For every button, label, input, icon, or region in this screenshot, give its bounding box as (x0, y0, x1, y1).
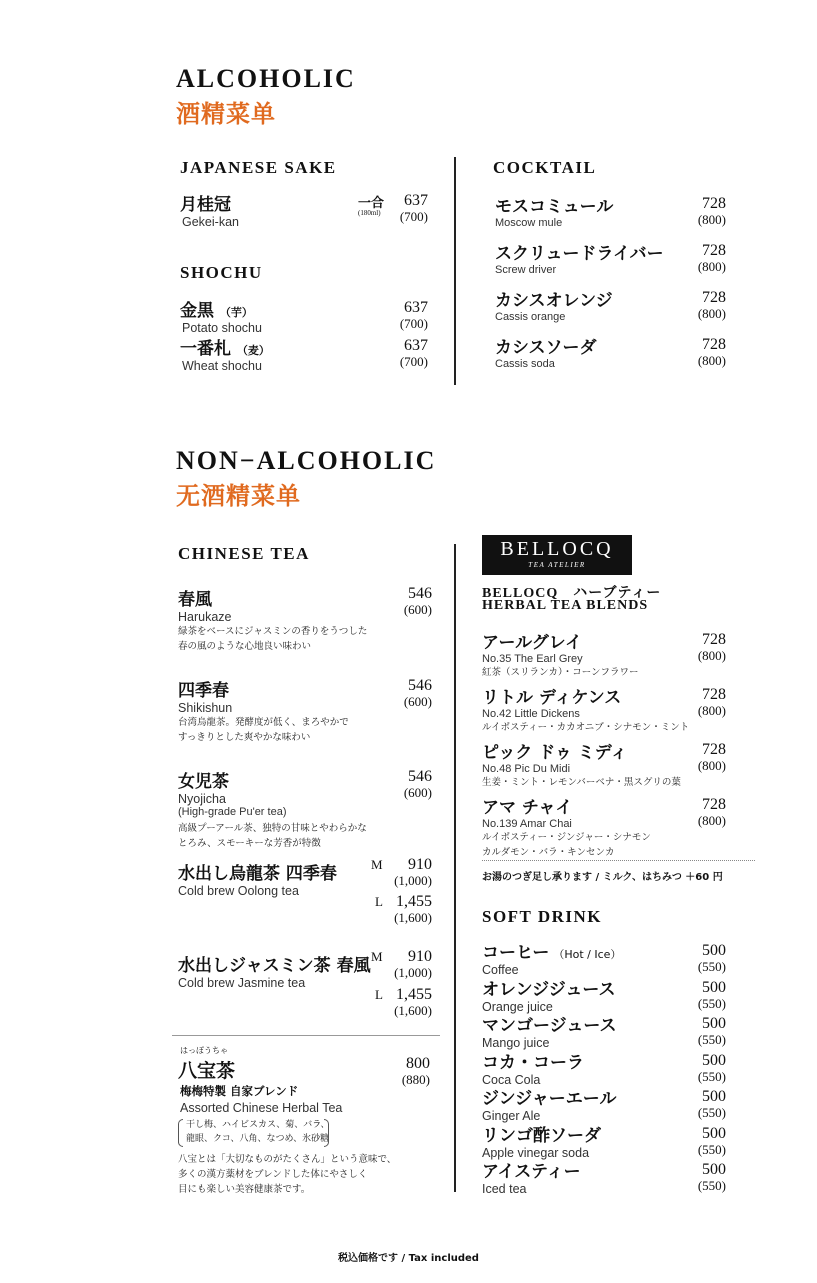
item-name-en: Ginger Ale (482, 1109, 541, 1123)
item-name-jp: オレンジジュース (482, 979, 616, 1000)
item-price (698, 686, 726, 718)
item-name-jp: コカ・コーラ (482, 1052, 584, 1073)
menu-item (482, 1048, 584, 1087)
price-tax: (550) (697, 1141, 726, 1157)
ingredients-line: 龍眼、クコ、八角、なつめ、氷砂糖 (186, 1134, 330, 1144)
column-divider (454, 544, 456, 1192)
item-name-en: No.42 Little Dickens (482, 708, 580, 720)
price-value: 637 (404, 192, 428, 209)
item-tag: （芋） (219, 306, 253, 319)
price-value: 728 (702, 686, 726, 703)
desc-line: 八宝とは「大切なものがたくさん」という意味で、 (178, 1154, 397, 1165)
menu-item (495, 192, 613, 229)
item-name-jp: スクリュードライバー (495, 244, 664, 264)
item-price (698, 195, 726, 227)
section-divider (172, 1035, 440, 1036)
price-value: 728 (702, 336, 726, 353)
item-desc: とろみ、スモーキーな芳香が特徴 (178, 838, 321, 849)
item-name-jp: 水出しジャスミン茶 春風 (178, 956, 371, 976)
item-price (698, 242, 726, 274)
price-value: 637 (404, 299, 428, 316)
item-name-jp: モスコミュール (495, 197, 614, 217)
item-price (698, 979, 726, 1011)
item-desc: 高級プーアール茶、独特の甘味とやわらかな (178, 823, 367, 834)
item-name-en: Potato shochu (182, 321, 262, 335)
item-desc: 春の風のような心地良い味わい (178, 641, 312, 652)
item-price (404, 768, 432, 800)
alcoholic-subtitle: 酒精菜单 (176, 100, 276, 128)
menu-item (178, 859, 337, 898)
menu-item (482, 738, 681, 790)
item-name-en: Nyojicha (178, 792, 226, 806)
price-tax: (1,600) (394, 910, 432, 925)
item-desc: すっきりとした爽やかな味わい (178, 732, 311, 743)
price-tax: (700) (399, 354, 428, 369)
sake-size: 一合 (358, 196, 385, 211)
item-name-en: Orange juice (482, 999, 553, 1014)
size-m-label: M (371, 949, 383, 964)
menu-item (495, 239, 664, 276)
item-name-jp: 春風 (178, 590, 212, 610)
sake-heading: JAPANESE SAKE (180, 158, 337, 177)
price-value: 500 (702, 1051, 726, 1069)
item-name-jp: カシスソーダ (495, 338, 597, 358)
item-name-jp: アマ チャイ (482, 798, 573, 818)
menu-item (178, 676, 349, 745)
item-name-jp: リンゴ酢ソーダ (482, 1125, 601, 1146)
price-tax: (600) (403, 785, 432, 800)
price-value: 500 (702, 1161, 726, 1178)
item-price-l (394, 893, 432, 925)
size-l-label: L (375, 987, 383, 1002)
price-value: 800 (406, 1055, 430, 1072)
price-tax: (800) (697, 259, 726, 274)
menu-item (178, 767, 367, 851)
bellocq-title: BELLOCQ ハーブティー (482, 586, 662, 601)
price-value: 1,455 (396, 893, 432, 910)
price-value: 500 (702, 1015, 726, 1032)
menu-item (482, 628, 639, 680)
item-name-jp: 八宝茶 (178, 1060, 236, 1082)
item-name-en: Screw driver (495, 264, 557, 276)
bracket-left (178, 1119, 183, 1147)
item-name-en: Wheat shochu (182, 359, 262, 373)
item-name-en: Harukaze (178, 610, 232, 624)
item-price-m (394, 856, 432, 888)
price-value: 500 (702, 978, 726, 996)
bellocq-note: お湯のつぎ足し承ります / ミルク、はちみつ ＋60 円 (482, 872, 723, 883)
item-name-en: Cassis orange (495, 311, 566, 323)
item-price (698, 942, 726, 974)
price-tax: (700) (399, 209, 428, 224)
price-value: 728 (702, 741, 726, 758)
sake-size-note: (180ml) (358, 209, 381, 217)
bellocq-logo (482, 535, 632, 575)
desc-line: 目にも楽しい美容健康茶です。 (178, 1184, 311, 1195)
price-tax: (1,000) (394, 965, 432, 980)
item-name-en: Mango juice (482, 1036, 550, 1050)
item-name-en: Cold brew Jasmine tea (178, 976, 306, 990)
menu-item (482, 1011, 616, 1050)
item-name-en: Shikishun (178, 701, 233, 715)
menu-item (482, 683, 689, 735)
price-value: 500 (702, 1124, 726, 1142)
item-tag: （Hot / Ice） (553, 948, 622, 961)
price-tax: (600) (403, 694, 432, 709)
item-name-jp: ピック ドゥ ミディ (482, 743, 628, 763)
item-price (402, 1055, 430, 1087)
price-tax: (550) (697, 995, 726, 1011)
dotted-divider (482, 860, 755, 861)
menu-item (495, 286, 613, 323)
item-name-jp: コーヒー (482, 943, 550, 963)
item-name-en: No.139 Amar Chai (482, 818, 572, 830)
price-tax: (600) (403, 602, 432, 617)
item-price (404, 585, 432, 617)
price-value: 637 (404, 337, 428, 354)
item-price (400, 337, 428, 369)
item-desc (178, 1152, 396, 1197)
item-name-en: Cold brew Oolong tea (178, 884, 299, 898)
price-value: 728 (702, 796, 726, 813)
price-tax: (800) (697, 813, 726, 828)
item-price (698, 1088, 726, 1120)
ruby-text: はっぽうちゃ (180, 1046, 228, 1055)
item-name-en: Coffee (482, 963, 519, 977)
item-desc: 紅茶（スリランカ）・コーンフラワー (482, 667, 639, 678)
menu-item (495, 333, 597, 370)
item-price (404, 677, 432, 709)
price-value: 728 (702, 242, 726, 259)
item-desc: 台湾烏龍茶。発酵度が低く、まろやかで (178, 717, 349, 728)
price-value: 728 (702, 289, 726, 306)
menu-item (482, 1157, 581, 1196)
price-value: 728 (702, 631, 726, 648)
item-name-jp: リトル ディケンス (482, 688, 622, 708)
item-desc: カルダモン・バラ・キンセンカ (482, 847, 615, 858)
item-price (400, 192, 428, 224)
column-divider (454, 157, 456, 385)
price-value: 500 (702, 1088, 726, 1105)
price-value: 546 (408, 585, 432, 602)
menu-item (180, 334, 270, 373)
item-price (698, 1015, 726, 1047)
price-tax: (800) (697, 353, 726, 368)
item-name-jp: マンゴージュース (482, 1016, 617, 1036)
desc-line: 多くの漢方薬材をブレンドした体にやさしく (178, 1169, 368, 1180)
price-tax: (550) (697, 959, 726, 974)
bracket-right (324, 1119, 329, 1147)
item-price (698, 1052, 726, 1084)
bellocq-subtitle: HERBAL TEA BLENDS (482, 598, 649, 613)
menu-item (180, 296, 262, 335)
item-ingredients (186, 1118, 330, 1146)
item-name-en: Assorted Chinese Herbal Tea (180, 1101, 343, 1115)
item-price (698, 631, 726, 663)
item-name-jp: カシスオレンジ (495, 291, 613, 311)
price-tax: (800) (697, 648, 726, 663)
item-price (698, 1161, 726, 1193)
alcoholic-title: ALCOHOLIC (176, 64, 356, 93)
price-value: 500 (702, 942, 726, 959)
price-tax: (550) (697, 1068, 726, 1084)
item-price (698, 1125, 726, 1157)
non-alcoholic-title: NON−ALCOHOLIC (176, 446, 437, 475)
item-name-en: No.35 The Earl Grey (482, 653, 583, 665)
price-tax: (800) (697, 758, 726, 773)
item-name-en: Moscow mule (495, 217, 563, 229)
chinese-tea-heading: CHINESE TEA (178, 544, 310, 563)
price-tax: (550) (697, 1178, 726, 1193)
menu-item (482, 938, 621, 977)
item-brand: 梅梅特製 自家ブレンド (180, 1084, 299, 1098)
item-price-l (394, 986, 432, 1018)
item-name-jp: 女児茶 (178, 772, 229, 792)
item-name-jp: ジンジャーエール (482, 1089, 617, 1109)
price-tax: (550) (697, 1032, 726, 1047)
item-price (698, 741, 726, 773)
item-tag: （麦） (236, 344, 270, 357)
cocktail-heading: COCKTAIL (493, 158, 597, 177)
logo-main-text: BELLOCQ (500, 538, 614, 560)
item-name-en: Coca Cola (482, 1072, 541, 1087)
item-name-jp: 水出し烏龍茶 四季春 (178, 864, 337, 884)
ingredients-line: 干し梅、ハイビスカス、菊、バラ、 (186, 1120, 330, 1130)
item-desc: ルイボスティー・ジンジャー・シナモン (482, 832, 651, 843)
logo-sub-text: TEA ATELIER (528, 561, 586, 569)
non-alcoholic-subtitle: 无酒精菜单 (176, 482, 301, 510)
item-name-jp: 金黒 (180, 301, 214, 321)
price-tax: (1,000) (394, 873, 432, 888)
price-tax: (1,600) (394, 1003, 432, 1018)
item-price (400, 299, 428, 331)
item-name-en: No.48 Pic Du Midi (482, 763, 571, 775)
price-value: 546 (408, 768, 432, 785)
item-name-jp: アールグレイ (482, 633, 582, 653)
item-price-m (394, 948, 432, 980)
price-value: 728 (702, 195, 726, 212)
price-value: 910 (408, 948, 432, 965)
size-l-label: L (375, 894, 383, 909)
shochu-heading: SHOCHU (180, 263, 263, 282)
item-desc: 緑茶をベースにジャスミンの香りをうつした (178, 626, 368, 637)
menu-item (178, 951, 371, 990)
item-name-en-detail: (High-grade Pu'er tea) (178, 806, 287, 818)
item-price (698, 796, 726, 828)
item-desc: ルイボスティー・カカオニブ・シナモン・ミント (482, 722, 690, 733)
item-name-jp: 月桂冠 (180, 195, 231, 215)
item-desc: 生姜・ミント・レモンバーベナ・黒スグリの葉 (482, 777, 681, 788)
price-value: 910 (408, 856, 432, 873)
menu-item (482, 1084, 616, 1123)
item-name-en: Iced tea (482, 1182, 527, 1196)
price-value: 546 (408, 677, 432, 694)
item-price (698, 336, 726, 368)
item-name-en: Gekei-kan (182, 215, 239, 229)
item-name-en: Apple vinegar soda (482, 1145, 590, 1160)
menu-item (482, 793, 651, 860)
menu-item (180, 190, 239, 229)
price-tax: (880) (401, 1072, 430, 1087)
footer-tax-note: 税込価格です / Tax included (338, 1253, 479, 1264)
price-tax: (800) (697, 212, 726, 227)
menu-item (482, 1121, 601, 1160)
soft-drink-heading: SOFT DRINK (482, 907, 603, 926)
price-tax: (800) (697, 306, 726, 321)
size-m-label: M (371, 857, 383, 872)
item-name-jp: 四季春 (178, 681, 229, 701)
item-name-en: Cassis soda (495, 358, 555, 370)
price-tax: (800) (697, 703, 726, 718)
price-tax: (550) (697, 1105, 726, 1120)
item-price (698, 289, 726, 321)
price-value: 1,455 (396, 986, 432, 1003)
item-name-jp: アイスティー (482, 1162, 581, 1182)
menu-item (482, 975, 616, 1014)
item-name-jp: 一番札 (180, 339, 231, 359)
menu-item (178, 585, 367, 654)
price-tax: (700) (399, 316, 428, 331)
